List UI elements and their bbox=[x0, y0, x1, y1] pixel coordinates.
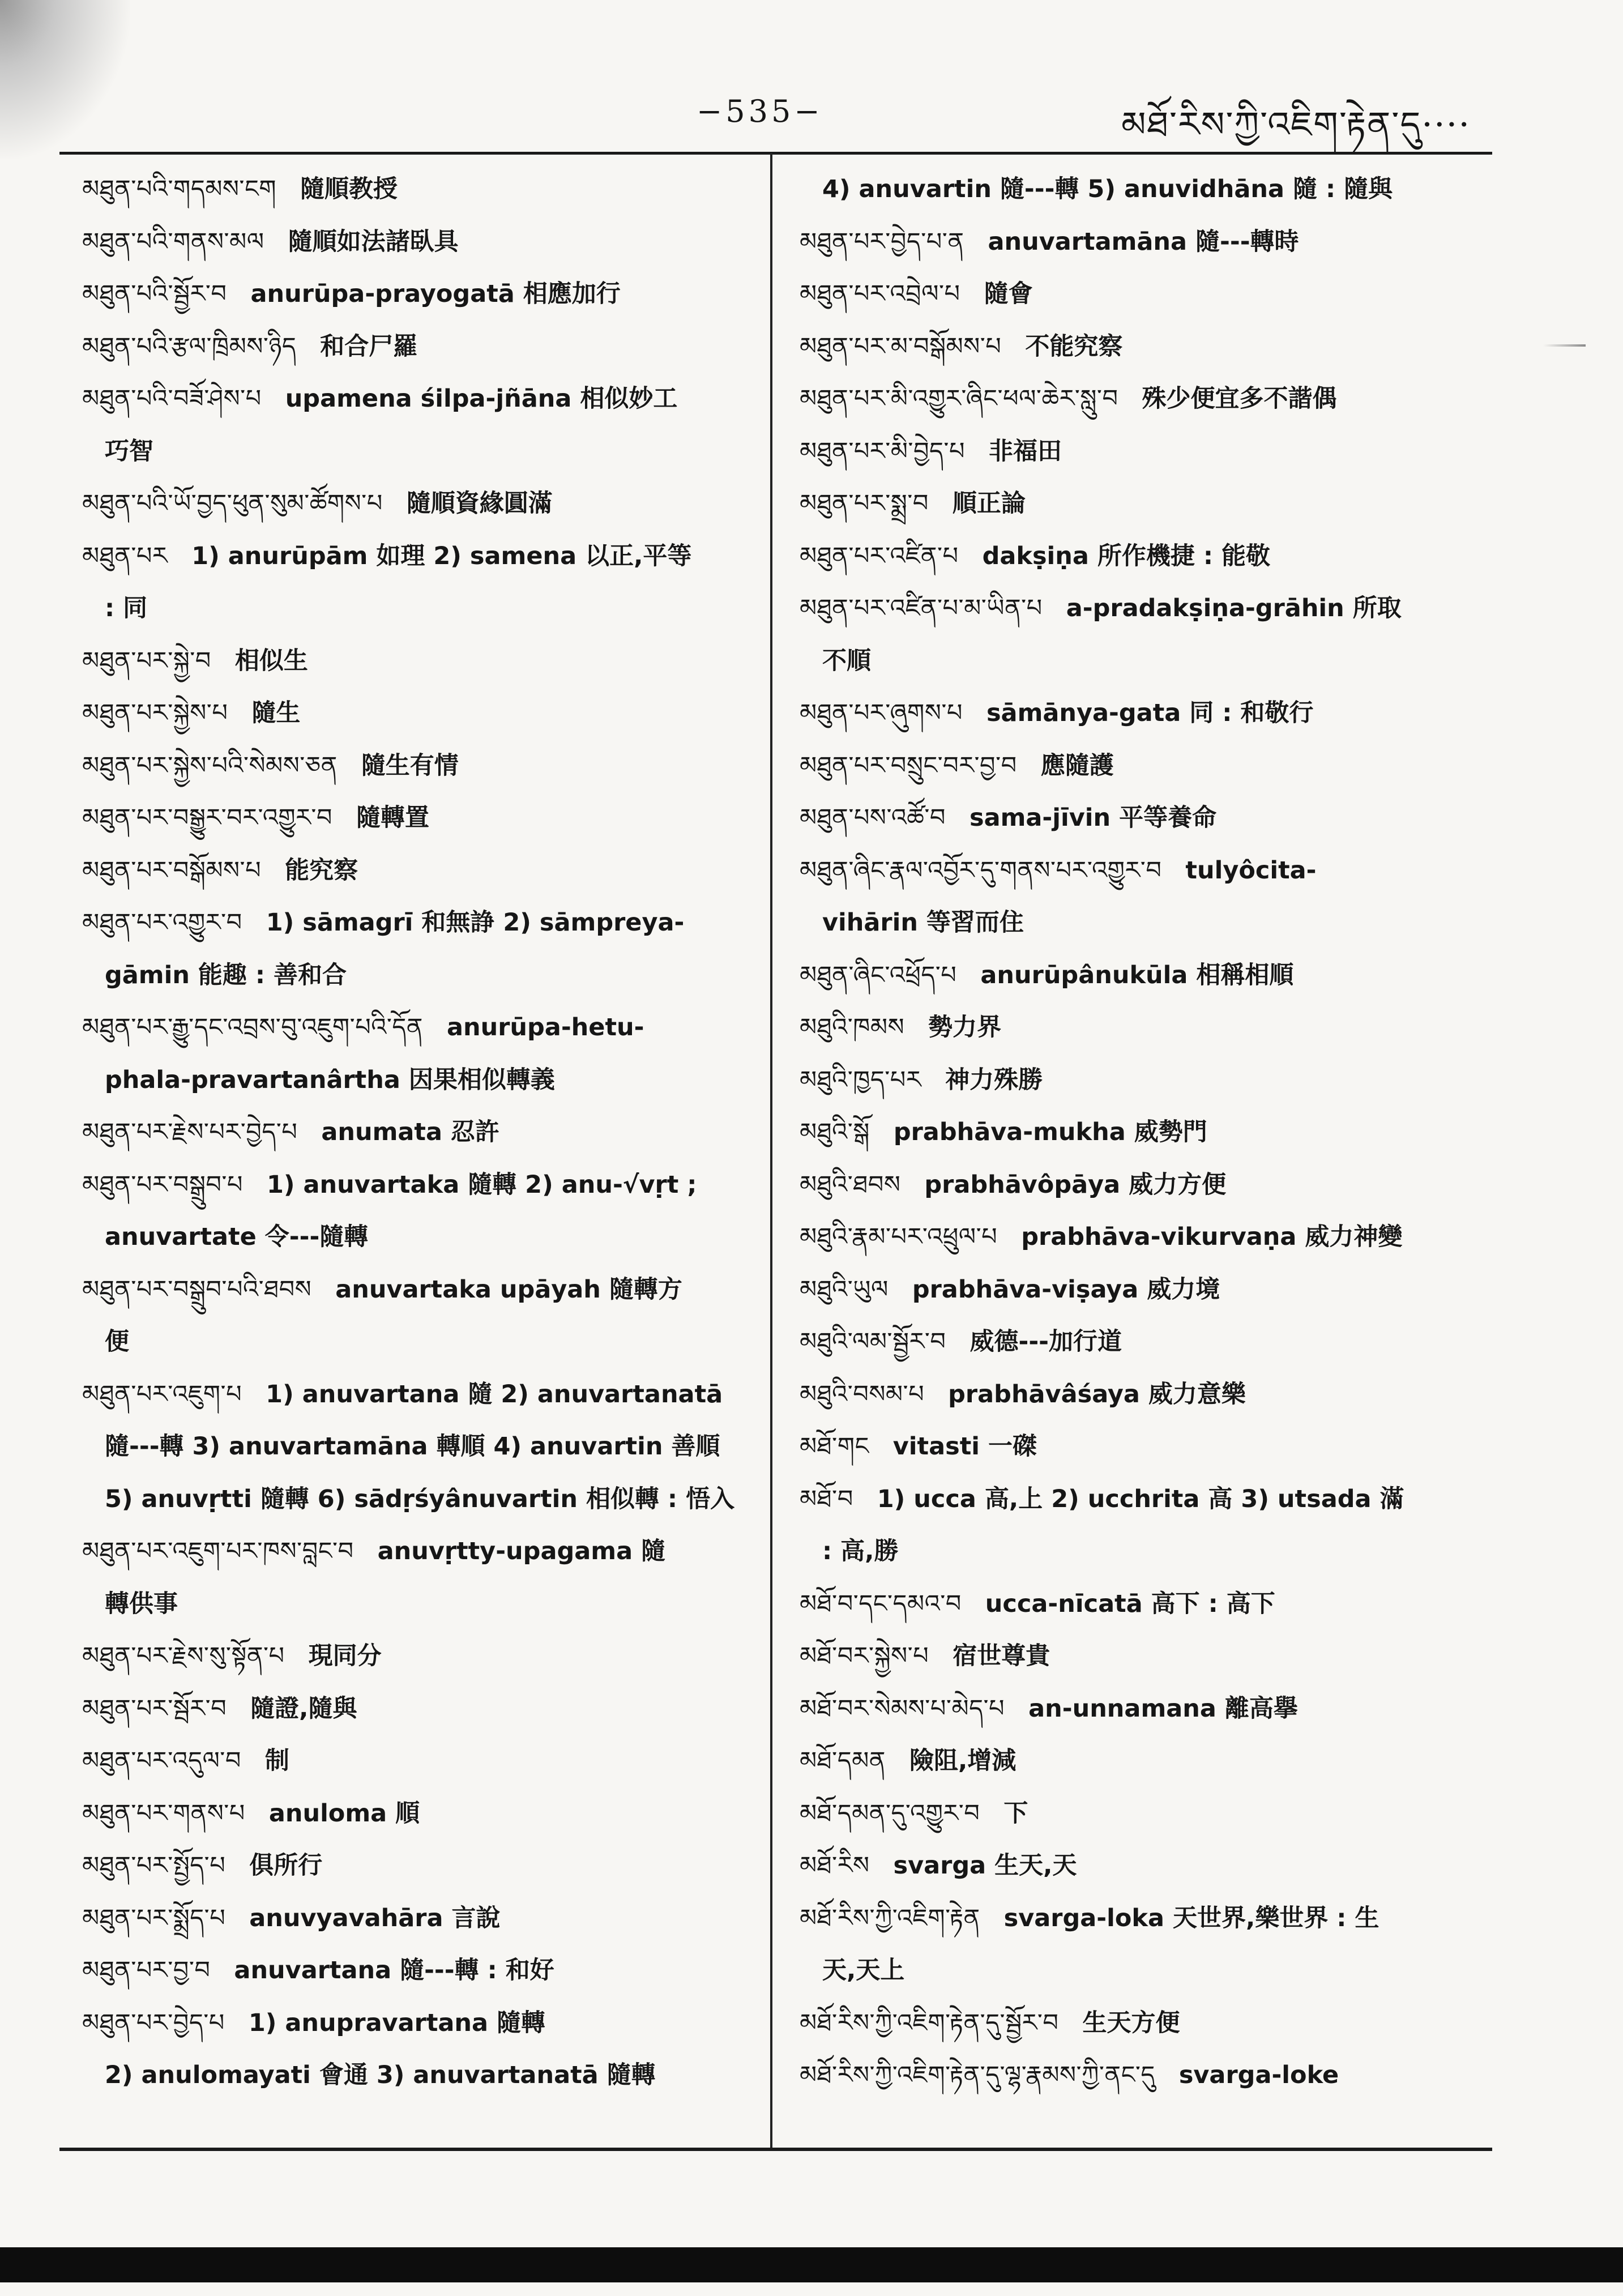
tibetan-headword: མཐུན་པར་བསྲུང་བར་བྱ་བ bbox=[800, 751, 1017, 780]
dictionary-entry bbox=[82, 1840, 764, 1892]
definition-text: 1) sāmagrī 和無諍 2) sāmpreya- bbox=[266, 908, 685, 937]
dictionary-entry bbox=[800, 268, 1482, 321]
dictionary-entry bbox=[800, 1840, 1482, 1892]
tibetan-headword: མཐོ་བར་སེམས་པ་མེད་པ bbox=[800, 1694, 1005, 1723]
tibetan-headword: མཐོ་རིས་ཀྱི་འཇིག་རྟེན bbox=[800, 1904, 980, 1932]
definition-text: prabhāva-viṣaya 威力境 bbox=[912, 1275, 1220, 1304]
definition-text: prabhāvôpāya 威力方便 bbox=[924, 1170, 1227, 1199]
dictionary-entry bbox=[82, 1159, 764, 1211]
tibetan-headword: མཐུན་པར་སྦོར་བ bbox=[82, 1694, 227, 1723]
dictionary-entry bbox=[82, 740, 764, 792]
dictionary-entry bbox=[800, 530, 1482, 583]
tibetan-headword: མཐུན་པས་འཚོ་བ bbox=[800, 804, 946, 832]
definition-text: anuvartamāna 隨---轉時 bbox=[988, 227, 1299, 256]
tibetan-headword: མཐུན་པར་གནས་པ bbox=[82, 1799, 245, 1828]
definition-text: 1) anurūpām 如理 2) samena 以正,平等 bbox=[191, 541, 692, 570]
page-number: −535− bbox=[697, 93, 823, 129]
definition-text: prabhāvâśaya 威力意樂 bbox=[948, 1380, 1246, 1409]
definition-text: tulyôcita- bbox=[1185, 856, 1317, 885]
definition-text: 4) anuvartin 隨---轉 5) anuvidhāna 隨 : 隨與 bbox=[822, 175, 1393, 203]
entry-continuation bbox=[82, 1473, 764, 1526]
definition-text: phala-pravartanârtha 因果相似轉義 bbox=[105, 1065, 555, 1094]
tibetan-headword: མཐུན་པར་རྗེས་སུ་སྟོན་པ bbox=[82, 1642, 285, 1670]
dictionary-entry bbox=[82, 1264, 764, 1316]
dictionary-entry bbox=[82, 1892, 764, 1945]
tibetan-headword: མཐོ་བ bbox=[800, 1484, 853, 1513]
dictionary-entry bbox=[800, 687, 1482, 740]
tibetan-headword: མཐུན་པའི་སྦྱོར་བ bbox=[82, 280, 227, 308]
tibetan-headword: མཐུན་ཞིང་འཕྲོད་པ bbox=[800, 961, 957, 989]
dictionary-entry bbox=[800, 2049, 1482, 2102]
tibetan-headword: མཐུན་པར་འཛིན་པ bbox=[800, 541, 959, 570]
dictionary-entry bbox=[800, 1473, 1482, 1526]
tibetan-headword: མཐུའི་བསམ་པ bbox=[800, 1380, 925, 1409]
tibetan-headword: མཐུན་པར་བསྒོམས་པ bbox=[82, 856, 262, 885]
tibetan-headword: མཐུན་པར་མི་བྱེད་པ bbox=[800, 437, 966, 466]
tibetan-headword: མཐུན་པར་འཛིན་པ་མ་ཡིན་པ bbox=[800, 594, 1043, 622]
dictionary-entry bbox=[82, 1525, 764, 1578]
dictionary-entry bbox=[800, 321, 1482, 373]
tibetan-headword: མཐོ་གང bbox=[800, 1432, 869, 1461]
tibetan-headword: མཐུན་པར་བསྒྱུར་བར་འགྱུར་བ bbox=[82, 804, 332, 832]
definition-text: sama-jīvin 平等養命 bbox=[969, 804, 1217, 832]
dictionary-entry bbox=[82, 1735, 764, 1787]
definition-text: 隨證,隨與 bbox=[250, 1694, 357, 1723]
dictionary-entry bbox=[800, 1159, 1482, 1211]
definition-text: anuvṛtty-upagama 隨 bbox=[377, 1537, 666, 1565]
entry-continuation bbox=[800, 635, 1482, 688]
dictionary-entry bbox=[800, 740, 1482, 792]
definition-text: 能究察 bbox=[285, 856, 358, 885]
entry-continuation bbox=[82, 2049, 764, 2102]
tibetan-headword: མཐུན་པར་བསྒྲུབ་པ bbox=[82, 1170, 243, 1199]
definition-text: 相似生 bbox=[234, 646, 308, 675]
definition-text: ucca-nīcatā 高下 : 高下 bbox=[985, 1589, 1275, 1618]
tibetan-headword: མཐུའི་ཁྱད་པར bbox=[800, 1065, 922, 1094]
dictionary-entry bbox=[800, 582, 1482, 635]
tibetan-headword: མཐུན་པར་སྐྱེས་པའི་སེམས་ཅན bbox=[82, 751, 338, 780]
tibetan-headword: མཐུན་པར་མི་འགྱུར་ཞིང་ཕལ་ཆེར་སླུ་བ bbox=[800, 385, 1118, 413]
dictionary-entry bbox=[800, 1054, 1482, 1107]
margin-mark bbox=[1543, 344, 1586, 347]
dictionary-entry bbox=[800, 1264, 1482, 1316]
dictionary-entry bbox=[82, 1787, 764, 1840]
tibetan-headword: མཐུན་པར་རྗེས་པར་བྱེད་པ bbox=[82, 1118, 298, 1146]
dictionary-entry bbox=[800, 425, 1482, 478]
entry-continuation bbox=[800, 1944, 1482, 1997]
definition-text: vitasti 一磔 bbox=[892, 1432, 1037, 1461]
running-head: མཐོ་རིས་ཀྱི་འཇིག་རྟེན་དུ···· bbox=[1121, 104, 1471, 145]
definition-text: sāmānya-gata 同 : 和敬行 bbox=[986, 699, 1314, 727]
dictionary-entry bbox=[800, 477, 1482, 530]
tibetan-headword: མཐུའི་ཐབས bbox=[800, 1170, 901, 1199]
definition-text: anurūpa-prayogatā 相應加行 bbox=[250, 280, 621, 308]
tibetan-headword: མཐུན་པར་བྱེད་པ bbox=[82, 2008, 225, 2037]
dictionary-entry bbox=[82, 163, 764, 216]
tibetan-headword: མཐུན་པའི་ཡོ་བྱད་ཕུན་སུམ་ཚོགས་པ bbox=[82, 489, 383, 518]
definition-text: prabhāva-mukha 威勢門 bbox=[893, 1118, 1207, 1146]
definition-text: 隨順如法諸臥具 bbox=[288, 227, 459, 256]
tibetan-headword: མཐུན་པར་འབྲེལ་པ bbox=[800, 280, 960, 308]
tibetan-headword: མཐུན་པར་མ་བསྒོམས་པ bbox=[800, 332, 1002, 361]
tibetan-headword: མཐུན་པར་རྒྱུ་དང་འབྲས་བུ་འཇུག་པའི་དོན bbox=[82, 1013, 423, 1042]
definition-text: 和合尸羅 bbox=[320, 332, 418, 361]
dictionary-entry bbox=[82, 373, 764, 425]
dictionary-entry bbox=[800, 1735, 1482, 1787]
scan-shadow bbox=[0, 0, 130, 159]
definition-text: 制 bbox=[264, 1747, 289, 1775]
tibetan-headword: མཐུན་པར་འགྱུར་བ bbox=[82, 908, 242, 937]
definition-text: 隨生 bbox=[251, 699, 301, 727]
definition-text: anurūpânukūla 相稱相順 bbox=[980, 961, 1294, 989]
dictionary-entry bbox=[800, 1106, 1482, 1159]
dictionary-entry bbox=[800, 949, 1482, 1002]
bottom-rule bbox=[59, 2148, 1492, 2151]
tibetan-headword: མཐུའི་ཡུལ bbox=[800, 1275, 889, 1304]
tibetan-headword: མཐུན་པར་འཇུག་པར་ཁས་བླང་བ bbox=[82, 1537, 354, 1565]
definition-text: 不能究察 bbox=[1025, 332, 1123, 361]
dictionary-entry bbox=[800, 1787, 1482, 1840]
tibetan-headword: མཐོ་དམན་དུ་འགྱུར་བ bbox=[800, 1799, 980, 1828]
definition-text: gāmin 能趣 : 善和合 bbox=[105, 961, 347, 989]
dictionary-entry bbox=[82, 1683, 764, 1735]
tibetan-headword: མཐུན་པར་སྤྱོད་པ bbox=[82, 1851, 226, 1880]
entry-continuation bbox=[82, 1211, 764, 1264]
tibetan-headword: མཐུན་པར་བྱེད་པ་ན bbox=[800, 227, 964, 256]
definition-text: 隨生有情 bbox=[361, 751, 459, 780]
tibetan-headword: མཐུན་པར་ཞུགས་པ bbox=[800, 699, 963, 727]
dictionary-entry bbox=[82, 897, 764, 949]
definition-text: 應隨護 bbox=[1040, 751, 1114, 780]
left-column bbox=[82, 163, 764, 2102]
tibetan-headword: མཐུའི་ཁམས bbox=[800, 1013, 905, 1042]
dictionary-entry bbox=[800, 1368, 1482, 1421]
dictionary-entry bbox=[800, 1997, 1482, 2050]
dictionary-entry bbox=[800, 373, 1482, 425]
definition-text: 1) anuvartaka 隨轉 2) anu-√vṛt ; bbox=[267, 1170, 697, 1199]
scan-bottom-band bbox=[0, 2247, 1623, 2282]
definition-text: svarga-loke bbox=[1178, 2061, 1339, 2089]
definition-text: 殊少便宜多不諧偶 bbox=[1142, 385, 1337, 413]
definition-text: 隨轉置 bbox=[356, 804, 429, 832]
dictionary-entry bbox=[800, 844, 1482, 897]
definition-text: anuvyavahāra 言說 bbox=[249, 1904, 501, 1932]
dictionary-entry bbox=[800, 1001, 1482, 1054]
tibetan-headword: མཐུན་པར bbox=[82, 541, 168, 570]
entry-continuation bbox=[82, 582, 764, 635]
dictionary-entry bbox=[82, 635, 764, 688]
dictionary-entry bbox=[82, 1106, 764, 1159]
definition-text: prabhāva-vikurvaṇa 威力神變 bbox=[1021, 1223, 1403, 1251]
definition-text: a-pradakṣiṇa-grāhin 所取 bbox=[1066, 594, 1402, 622]
definition-text: 1) anuvartana 隨 2) anuvartanatā bbox=[266, 1380, 723, 1409]
dictionary-entry bbox=[82, 687, 764, 740]
dictionary-entry bbox=[82, 477, 764, 530]
definition-text: anuvartate 令---隨轉 bbox=[105, 1223, 369, 1251]
definition-text: : 高,勝 bbox=[822, 1537, 899, 1565]
definition-text: 神力殊勝 bbox=[945, 1065, 1043, 1094]
definition-text: 轉供事 bbox=[105, 1589, 178, 1618]
dictionary-entry bbox=[800, 1316, 1482, 1368]
tibetan-headword: མཐུན་པའི་བཟོ་ཤེས་པ bbox=[82, 385, 262, 413]
definition-text: 威德---加行道 bbox=[969, 1328, 1122, 1356]
entry-continuation bbox=[800, 897, 1482, 949]
dictionary-entry bbox=[800, 1892, 1482, 1945]
dictionary-entry bbox=[82, 1944, 764, 1997]
definition-text: 不順 bbox=[822, 646, 871, 675]
tibetan-headword: མཐུའི་ལམ་སྦྱོར་བ bbox=[800, 1328, 946, 1356]
definition-text: 宿世尊貴 bbox=[953, 1642, 1050, 1670]
entry-continuation bbox=[82, 949, 764, 1002]
tibetan-headword: མཐུན་པར་སྐྱེས་པ bbox=[82, 699, 228, 727]
tibetan-headword: མཐོ་རིས bbox=[800, 1851, 870, 1880]
definition-text: 便 bbox=[105, 1328, 129, 1356]
definition-text: 巧智 bbox=[105, 437, 153, 466]
definition-text: 俱所行 bbox=[249, 1851, 323, 1880]
tibetan-headword: མཐུན་པར་བྱ་བ bbox=[82, 1956, 211, 1985]
tibetan-headword: མཐུན་པའི་གདམས་ངག bbox=[82, 175, 277, 203]
tibetan-headword: མཐུན་པར་འདུལ་བ bbox=[82, 1747, 241, 1775]
definition-text: 下 bbox=[1003, 1799, 1028, 1828]
definition-text: anuvartaka upāyah 隨轉方 bbox=[335, 1275, 682, 1304]
tibetan-headword: མཐུན་པར་བསྒྲུབ་པའི་ཐབས bbox=[82, 1275, 312, 1304]
dictionary-entry bbox=[82, 1368, 764, 1421]
definition-text: 隨順教授 bbox=[300, 175, 398, 203]
entry-continuation bbox=[800, 163, 1482, 216]
definition-text: 非福田 bbox=[989, 437, 1062, 466]
definition-text: 2) anulomayati 會通 3) anuvartanatā 隨轉 bbox=[105, 2061, 656, 2089]
definition-text: 順正論 bbox=[952, 489, 1026, 518]
right-column bbox=[800, 163, 1482, 2102]
tibetan-headword: མཐུན་ཞིང་རྣལ་འབྱོར་དུ་གནས་པར་འགྱུར་བ bbox=[800, 856, 1162, 885]
tibetan-headword: མཐོ་བར་སྐྱེས་པ bbox=[800, 1642, 929, 1670]
dictionary-entry bbox=[800, 1420, 1482, 1473]
dictionary-entry bbox=[82, 268, 764, 321]
tibetan-headword: མཐུན་པར་སྐྱེ་བ bbox=[82, 646, 211, 675]
definition-text: svarga 生天,天 bbox=[893, 1851, 1077, 1880]
dictionary-entry bbox=[82, 1630, 764, 1683]
definition-text: : 同 bbox=[105, 594, 148, 622]
dictionary-entry bbox=[800, 216, 1482, 268]
top-rule bbox=[59, 152, 1492, 155]
dictionary-entry bbox=[800, 1683, 1482, 1735]
tibetan-headword: མཐུའི་རྣམ་པར་འཕྲུལ་པ bbox=[800, 1223, 998, 1251]
definition-text: 5) anuvṛtti 隨轉 6) sādṛśyânuvartin 相似轉 : 悟入 bbox=[105, 1484, 735, 1513]
definition-text: 1) ucca 高,上 2) ucchrita 高 3) utsada 滿 bbox=[877, 1484, 1404, 1513]
definition-text: 生天方便 bbox=[1082, 2008, 1180, 2037]
tibetan-headword: མཐུན་པར་སྨྲ་བ bbox=[800, 489, 929, 518]
definition-text: 隨---轉 3) anuvartamāna 轉順 4) anuvartin 善順 bbox=[105, 1432, 720, 1461]
column-divider bbox=[770, 153, 772, 2149]
definition-text: anurūpa-hetu- bbox=[446, 1013, 644, 1042]
tibetan-headword: མཐོ་རིས་ཀྱི་འཇིག་རྟེན་དུ་ལྷ་རྣམས་ཀྱི་ནང་དུ bbox=[800, 2061, 1155, 2089]
dictionary-entry bbox=[800, 1630, 1482, 1683]
definition-text: anuloma 順 bbox=[268, 1799, 420, 1828]
tibetan-headword: མཐུན་པར་འཇུག་པ bbox=[82, 1380, 242, 1409]
tibetan-headword: མཐུན་པའི་གནས་མལ bbox=[82, 227, 264, 256]
definition-text: 勢力界 bbox=[928, 1013, 1002, 1042]
tibetan-headword: མཐུན་པར་སྨྲོད་པ bbox=[82, 1904, 226, 1932]
definition-text: anuvartana 隨---轉 : 和好 bbox=[234, 1956, 554, 1985]
dictionary-entry bbox=[800, 1211, 1482, 1264]
definition-text: 現同分 bbox=[308, 1642, 382, 1670]
entry-continuation bbox=[800, 1525, 1482, 1578]
definition-text: 險阻,增減 bbox=[909, 1747, 1016, 1775]
entry-continuation bbox=[82, 425, 764, 478]
definition-text: svarga-loka 天世界,樂世界 : 生 bbox=[1003, 1904, 1379, 1932]
tibetan-headword: མཐོ་བ་དང་དམའ་བ bbox=[800, 1589, 962, 1618]
dictionary-entry bbox=[82, 844, 764, 897]
dictionary-entry bbox=[82, 216, 764, 268]
entry-continuation bbox=[82, 1054, 764, 1107]
dictionary-entry bbox=[800, 792, 1482, 844]
dictionary-entry bbox=[82, 792, 764, 844]
dictionary-entry bbox=[800, 1578, 1482, 1631]
dictionary-entry bbox=[82, 1001, 764, 1054]
entry-continuation bbox=[82, 1316, 764, 1368]
entry-continuation bbox=[82, 1578, 764, 1631]
tibetan-headword: མཐུའི་སྒོ bbox=[800, 1118, 870, 1146]
definition-text: 隨會 bbox=[984, 280, 1033, 308]
definition-text: vihārin 等習而住 bbox=[822, 908, 1024, 937]
dictionary-entry bbox=[82, 321, 764, 373]
entry-continuation bbox=[82, 1420, 764, 1473]
tibetan-headword: མཐོ་རིས་ཀྱི་འཇིག་རྟེན་དུ་སྦྱོར་བ bbox=[800, 2008, 1059, 2037]
tibetan-headword: མཐུན་པའི་རྩལ་ཁྲིམས་ཉིད bbox=[82, 332, 297, 361]
definition-text: upamena śilpa-jñāna 相似妙工 bbox=[285, 385, 678, 413]
tibetan-headword: མཐོ་དམན bbox=[800, 1747, 886, 1775]
dictionary-entry bbox=[82, 530, 764, 583]
definition-text: an-unnamana 離高擧 bbox=[1028, 1694, 1298, 1723]
definition-text: 隨順資緣圓滿 bbox=[406, 489, 553, 518]
definition-text: dakṣiṇa 所作機捷 : 能敬 bbox=[982, 541, 1271, 570]
dictionary-entry bbox=[82, 1997, 764, 2050]
definition-text: 1) anupravartana 隨轉 bbox=[248, 2008, 546, 2037]
definition-text: anumata 忍許 bbox=[321, 1118, 499, 1146]
definition-text: 天,天上 bbox=[822, 1956, 905, 1985]
